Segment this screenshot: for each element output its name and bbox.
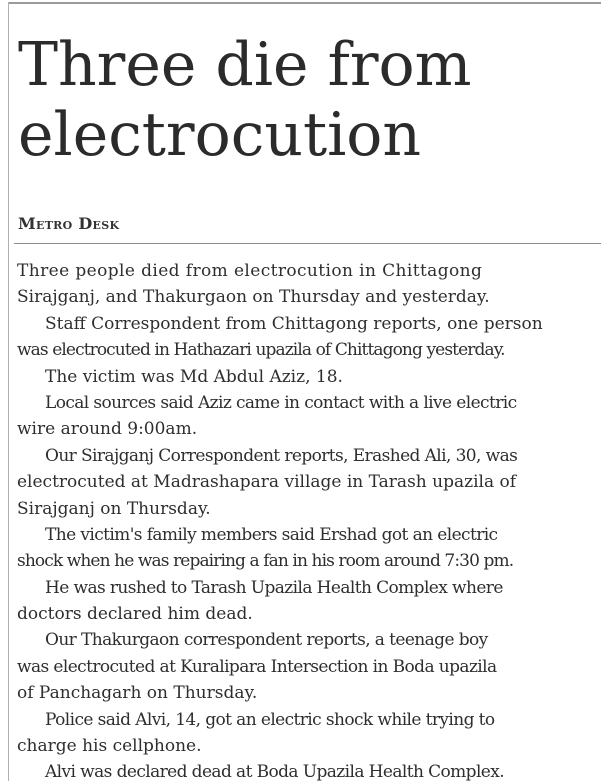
body-line: The victim was Md Abdul Aziz, 18. <box>45 366 343 387</box>
article-body <box>17 258 601 781</box>
body-line: charge his cellphone. <box>17 736 202 757</box>
body-line: He was rushed to Tarash Upazila Health Complex where <box>45 577 503 598</box>
left-column-rule <box>8 2 9 781</box>
body-line: Our Thakurgaon correspondent reports, a teenage boy <box>45 630 488 651</box>
body-line: Sirajganj on Thursday. <box>17 498 211 519</box>
body-line: The victim's family members said Ershad got an electric <box>45 524 498 545</box>
headline-line-1: Three die from <box>18 30 472 100</box>
byline: Metro Desk <box>18 214 120 233</box>
body-line: of Panchagarh on Thursday. <box>17 683 258 704</box>
body-line: Staff Correspondent from Chittagong reports, one person <box>45 313 543 334</box>
top-border-rule <box>8 2 601 4</box>
byline-divider <box>14 243 601 244</box>
body-line: was electrocuted at Kuralipara Intersection in Boda upazila <box>17 656 497 677</box>
headline-line-2: electrocution <box>18 100 422 170</box>
body-line: Alvi was declared dead at Boda Upazila Health Complex. <box>45 762 505 781</box>
body-line: Sirajganj, and Thakurgaon on Thursday and yesterday. <box>17 287 490 308</box>
body-line: was electrocuted in Hathazari upazila of Chittagong yesterday. <box>17 340 505 361</box>
body-line: electrocuted at Madrashapara village in Tarash upazila of <box>17 472 517 493</box>
body-line: shock when he was repairing a fan in his room around 7:30 pm. <box>17 551 514 572</box>
body-line: Local sources said Aziz came in contact with a live electric <box>45 392 517 413</box>
body-line: Police said Alvi, 14, got an electric shock while trying to <box>45 709 495 730</box>
body-line: Our Sirajganj Correspondent reports, Erashed Ali, 30, was <box>45 445 518 466</box>
body-line: doctors declared him dead. <box>17 604 253 625</box>
body-line: Three people died from electrocution in Chittagong <box>17 261 483 281</box>
article-headline <box>18 30 601 170</box>
body-line: wire around 9:00am. <box>17 419 198 440</box>
